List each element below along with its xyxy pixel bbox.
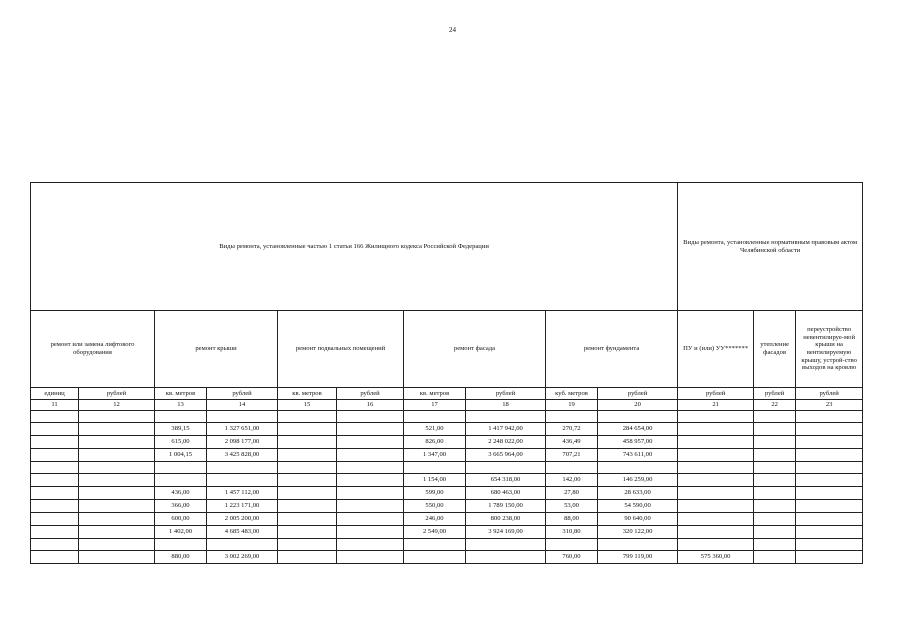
unit-cell: рублей <box>79 388 155 400</box>
group-facade: ремонт фасада <box>404 311 546 388</box>
table-cell: 1 457 112,00 <box>207 487 278 500</box>
unit-cell: рублей <box>754 388 796 400</box>
table-cell <box>155 411 207 423</box>
table-cell: 599,00 <box>404 487 466 500</box>
table-cell <box>337 474 404 487</box>
table-cell <box>278 539 337 551</box>
table-row <box>31 449 863 462</box>
table-cell: 760,00 <box>546 551 598 564</box>
table-cell <box>404 462 466 474</box>
group-elevator: ремонт или замена лифтового оборудования <box>31 311 155 388</box>
table-cell <box>79 462 155 474</box>
table-cell <box>466 539 546 551</box>
table-cell: 2 549,00 <box>404 526 466 539</box>
column-number: 11 <box>31 400 79 411</box>
table-cell <box>278 423 337 436</box>
table-cell <box>754 500 796 513</box>
table-cell <box>754 423 796 436</box>
table-cell <box>337 500 404 513</box>
column-number: 22 <box>754 400 796 411</box>
unit-cell: куб. метров <box>546 388 598 400</box>
table-cell: 389,15 <box>155 423 207 436</box>
table-cell <box>79 539 155 551</box>
table-cell: 1 789 150,00 <box>466 500 546 513</box>
table-cell <box>337 551 404 564</box>
repair-types-table <box>30 182 863 564</box>
table-cell <box>337 539 404 551</box>
table-cell <box>278 513 337 526</box>
unit-cell: кв. метров <box>278 388 337 400</box>
table-cell: 2 005 200,00 <box>207 513 278 526</box>
group-foundation: ремонт фундамента <box>546 311 678 388</box>
table-cell <box>31 487 79 500</box>
table-cell <box>404 551 466 564</box>
table-cell <box>546 539 598 551</box>
table-cell: 799 119,00 <box>598 551 678 564</box>
table-cell: 826,00 <box>404 436 466 449</box>
table-cell <box>278 500 337 513</box>
table-cell: 366,00 <box>155 500 207 513</box>
table-cell: 550,00 <box>404 500 466 513</box>
table-cell <box>31 449 79 462</box>
table-cell <box>79 474 155 487</box>
table-cell <box>678 500 754 513</box>
table-cell: 1 223 171,00 <box>207 500 278 513</box>
group-insulation: утепление фасадов <box>754 311 796 388</box>
table-cell <box>796 411 863 423</box>
table-cell: 3 425 828,00 <box>207 449 278 462</box>
table-cell <box>337 513 404 526</box>
table-cell <box>155 539 207 551</box>
table-cell <box>31 526 79 539</box>
table-cell: 3 924 169,00 <box>466 526 546 539</box>
table-cell: 436,00 <box>155 487 207 500</box>
table-cell <box>337 449 404 462</box>
table-cell: 1 004,15 <box>155 449 207 462</box>
table-cell <box>278 462 337 474</box>
table-cell <box>796 423 863 436</box>
table-row <box>31 423 863 436</box>
table-cell <box>79 500 155 513</box>
column-number: 16 <box>337 400 404 411</box>
table-cell <box>678 411 754 423</box>
table-cell <box>754 411 796 423</box>
table-cell: 27,80 <box>546 487 598 500</box>
table-row <box>31 526 863 539</box>
table-cell: 2 248 022,00 <box>466 436 546 449</box>
table-row <box>31 551 863 564</box>
table-cell <box>79 551 155 564</box>
page-number: 24 <box>449 26 456 34</box>
table-cell <box>79 449 155 462</box>
table-cell <box>678 474 754 487</box>
table-cell <box>796 526 863 539</box>
table-cell <box>796 474 863 487</box>
table-cell <box>796 462 863 474</box>
column-number: 19 <box>546 400 598 411</box>
table-cell <box>31 513 79 526</box>
table-cell <box>466 411 546 423</box>
table-cell <box>754 487 796 500</box>
federal-title-cell: Виды ремонта, установленные частью 1 статьи 166 Жилищного кодекса Российской Федерации <box>31 183 678 311</box>
table-cell: 1 154,00 <box>404 474 466 487</box>
table-cell <box>754 513 796 526</box>
table-cell: 600,00 <box>155 513 207 526</box>
table-cell: 270,72 <box>546 423 598 436</box>
table-cell <box>31 474 79 487</box>
table-cell <box>337 436 404 449</box>
table-cell: 284 654,00 <box>598 423 678 436</box>
table-cell <box>337 462 404 474</box>
table-cell: 680 463,00 <box>466 487 546 500</box>
table-cell <box>278 411 337 423</box>
table-cell: 436,49 <box>546 436 598 449</box>
table-cell: 800 238,00 <box>466 513 546 526</box>
column-number: 18 <box>466 400 546 411</box>
table-row <box>31 487 863 500</box>
unit-cell: единиц <box>31 388 79 400</box>
table-cell: 3 002 269,00 <box>207 551 278 564</box>
table-row <box>31 436 863 449</box>
table-cell <box>678 526 754 539</box>
blank-row <box>31 411 863 423</box>
table-cell <box>278 436 337 449</box>
table-cell <box>466 462 546 474</box>
table-row <box>31 513 863 526</box>
table-cell: 142,00 <box>546 474 598 487</box>
group-meters: ПУ и (или) УУ******* <box>678 311 754 388</box>
unit-cell: рублей <box>796 388 863 400</box>
table-cell <box>79 487 155 500</box>
table-cell <box>31 462 79 474</box>
table-cell <box>678 436 754 449</box>
table-cell <box>278 449 337 462</box>
column-number: 17 <box>404 400 466 411</box>
table-cell: 320 122,00 <box>598 526 678 539</box>
table-cell <box>466 551 546 564</box>
table-cell <box>796 500 863 513</box>
table-cell <box>796 513 863 526</box>
table-cell <box>79 513 155 526</box>
table-cell: 654 318,00 <box>466 474 546 487</box>
table-cell: 1 402,00 <box>155 526 207 539</box>
table-cell <box>155 474 207 487</box>
group-roof-rebuild: переустройство невентилируе-мой крыши на вентилируемую крышу, устрой-ство выходов на кровлю <box>796 311 863 388</box>
unit-cell: рублей <box>466 388 546 400</box>
table-cell <box>337 487 404 500</box>
unit-cell: рублей <box>678 388 754 400</box>
table-cell <box>754 526 796 539</box>
table-cell <box>155 462 207 474</box>
table-cell: 707,21 <box>546 449 598 462</box>
table-cell: 743 611,00 <box>598 449 678 462</box>
table-cell <box>31 551 79 564</box>
group-roof: ремонт крыши <box>155 311 278 388</box>
table-cell <box>754 551 796 564</box>
table-cell <box>796 487 863 500</box>
table-cell <box>337 423 404 436</box>
table-cell <box>678 539 754 551</box>
table-cell <box>337 526 404 539</box>
table-cell <box>678 462 754 474</box>
table-cell <box>31 436 79 449</box>
unit-cell: рублей <box>598 388 678 400</box>
table-cell <box>754 436 796 449</box>
unit-cell: рублей <box>337 388 404 400</box>
table-cell: 615,00 <box>155 436 207 449</box>
table-cell: 246,00 <box>404 513 466 526</box>
table-cell: 88,00 <box>546 513 598 526</box>
table-cell <box>207 474 278 487</box>
table-cell <box>207 539 278 551</box>
table-cell: 575 360,00 <box>678 551 754 564</box>
regional-title-cell: Виды ремонта, установленные нормативным правовым актом Челябинской области <box>678 183 863 311</box>
column-number: 15 <box>278 400 337 411</box>
table-cell <box>754 449 796 462</box>
table-cell <box>796 449 863 462</box>
unit-cell: кв. метров <box>155 388 207 400</box>
table-cell <box>546 462 598 474</box>
column-number: 23 <box>796 400 863 411</box>
table-cell: 458 957,00 <box>598 436 678 449</box>
table-cell <box>678 449 754 462</box>
table-cell <box>278 526 337 539</box>
table-cell: 1 347,00 <box>404 449 466 462</box>
table-cell: 4 685 483,00 <box>207 526 278 539</box>
table-cell <box>598 462 678 474</box>
table-cell <box>754 474 796 487</box>
table-cell <box>278 487 337 500</box>
table-cell: 146 259,00 <box>598 474 678 487</box>
table-cell: 2 098 177,00 <box>207 436 278 449</box>
table-cell <box>796 551 863 564</box>
blank-row <box>31 462 863 474</box>
column-number: 12 <box>79 400 155 411</box>
group-basement: ремонт подвальных помещений <box>278 311 404 388</box>
table-cell: 521,00 <box>404 423 466 436</box>
column-number: 14 <box>207 400 278 411</box>
blank-row <box>31 539 863 551</box>
table-cell <box>546 411 598 423</box>
table-cell: 54 590,00 <box>598 500 678 513</box>
table-cell <box>796 539 863 551</box>
table-cell <box>31 411 79 423</box>
table-cell <box>79 423 155 436</box>
table-cell <box>79 526 155 539</box>
table-cell <box>678 487 754 500</box>
table-cell: 880,00 <box>155 551 207 564</box>
table-cell: 3 665 964,00 <box>466 449 546 462</box>
table-cell <box>31 500 79 513</box>
table-cell <box>598 411 678 423</box>
table-cell <box>31 539 79 551</box>
table-row <box>31 474 863 487</box>
unit-cell: рублей <box>207 388 278 400</box>
table-cell: 1 417 942,00 <box>466 423 546 436</box>
table-cell: 1 327 651,00 <box>207 423 278 436</box>
table-cell <box>754 539 796 551</box>
table-cell <box>79 411 155 423</box>
column-number: 13 <box>155 400 207 411</box>
table-cell <box>404 411 466 423</box>
table-cell <box>337 411 404 423</box>
table-cell <box>79 436 155 449</box>
table-cell <box>278 551 337 564</box>
table-row <box>31 500 863 513</box>
table-cell <box>754 462 796 474</box>
table-cell <box>678 423 754 436</box>
table-cell <box>207 462 278 474</box>
table-cell <box>31 423 79 436</box>
table-cell: 310,80 <box>546 526 598 539</box>
table-cell <box>278 474 337 487</box>
table-cell <box>678 513 754 526</box>
table-cell <box>796 436 863 449</box>
table-cell: 53,00 <box>546 500 598 513</box>
column-number: 20 <box>598 400 678 411</box>
table-cell: 90 640,00 <box>598 513 678 526</box>
table-cell <box>598 539 678 551</box>
unit-cell: кв. метров <box>404 388 466 400</box>
table-cell <box>207 411 278 423</box>
table-cell: 28 633,00 <box>598 487 678 500</box>
column-number: 21 <box>678 400 754 411</box>
table-cell <box>404 539 466 551</box>
